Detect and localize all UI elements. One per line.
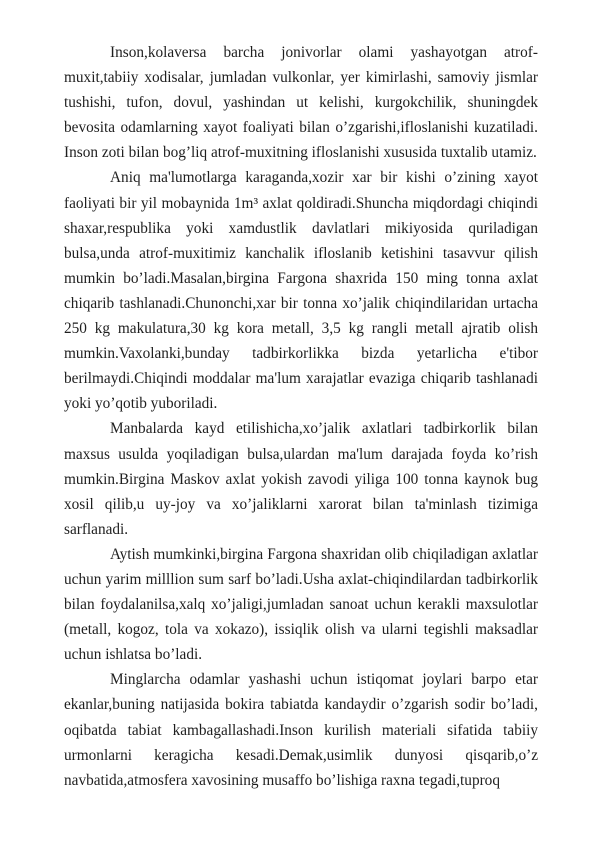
paragraph-2: Aniq ma'lumotlarga karaganda,xozir xar bir kishi o’zining xayot faoliyati bir yil mobaynida 1m³ axlat qoldiradi.Shuncha miqdordagi chiqindi shaxar,respublika yoki xamdustlik davlatlari mikiyosida quriladigan bulsa,unda atrof-muxitimiz kanchalik ifloslanib ketishini tasavvur qilish mumkin bo’ladi.Masalan,birgina Fargona shaxrida 150 ming tonna axlat chiqarib tashlanadi.Chunonchi,xar bir tonna xo’jalik chiqindilaridan urtacha 250 kg makulatura,30 kg kora metall, 3,5 kg rangli metall ajratib olish mumkin.Vaxolanki,bunday tadbirkorlikka bizda yetarlicha e'tibor berilmaydi.Chiqindi moddalar ma'lum xarajatlar evaziga chiqarib tashlanadi yoki yo’qotib yuboriladi. xyxy=(64,169,538,413)
paragraph-4: Aytish mumkinki,birgina Fargona shaxridan olib chiqiladigan axlatlar uchun yarim milllion sum sarf bo’ladi.Usha axlat-chiqindilardan tadbirkorlik bilan foydalanilsa,xalq xo’jaligi,jumladan sanoat uchun kerakli maxsulotlar (metall, kogoz, tola va xokazo), issiqlik olish va ularni tegishli maksadlar uchun ishlatsa bo’ladi. xyxy=(64,545,538,664)
document-body xyxy=(64,40,538,793)
paragraph-3: Manbalarda kayd etilishicha,xo’jalik axlatlari tadbirkorlik bilan maxsus usulda yoqiladigan bulsa,ulardan ma'lum darajada foyda ko’rish mumkin.Birgina Maskov axlat yokish zavodi yiliga 100 tonna kaynok bug xosil qilib,u uy-joy va xo’jaliklarni xarorat bilan ta'minlash tizimiga sarflanadi. xyxy=(64,420,538,538)
paragraph-5: Minglarcha odamlar yashashi uchun istiqomat joylari barpo etar ekanlar,buning natijasida bokira tabiatda kandaydir o’zgarish sodir bo’ladi, oqibatda tabiat kambagallashadi.Inson kurilish materiali sifatida tabiiy urmonlarni keragicha kesadi.Demak,usimlik dunyosi qisqarib,o’z navbatida,atmosfera xavosining musaffo bo’lishiga raxna tegadi,tuproq xyxy=(64,671,538,789)
paragraph-1: Inson,kolaversa barcha jonivorlar olami yashayotgan atrof-muxit,tabiiy xodisalar, jumladan vulkonlar, yer kimirlashi, samoviy jismlar tushishi, tufon, dovul, yashindan ut kelishi, kurgokchilik, shuningdek bevosita odamlarning xayot foaliyati bilan o’zgarishi,ifloslanishi kuzatiladi. Inson zoti bilan bog’liq atrof-muxitning ifloslanishi xususida tuxtalib utamiz. xyxy=(64,44,538,162)
